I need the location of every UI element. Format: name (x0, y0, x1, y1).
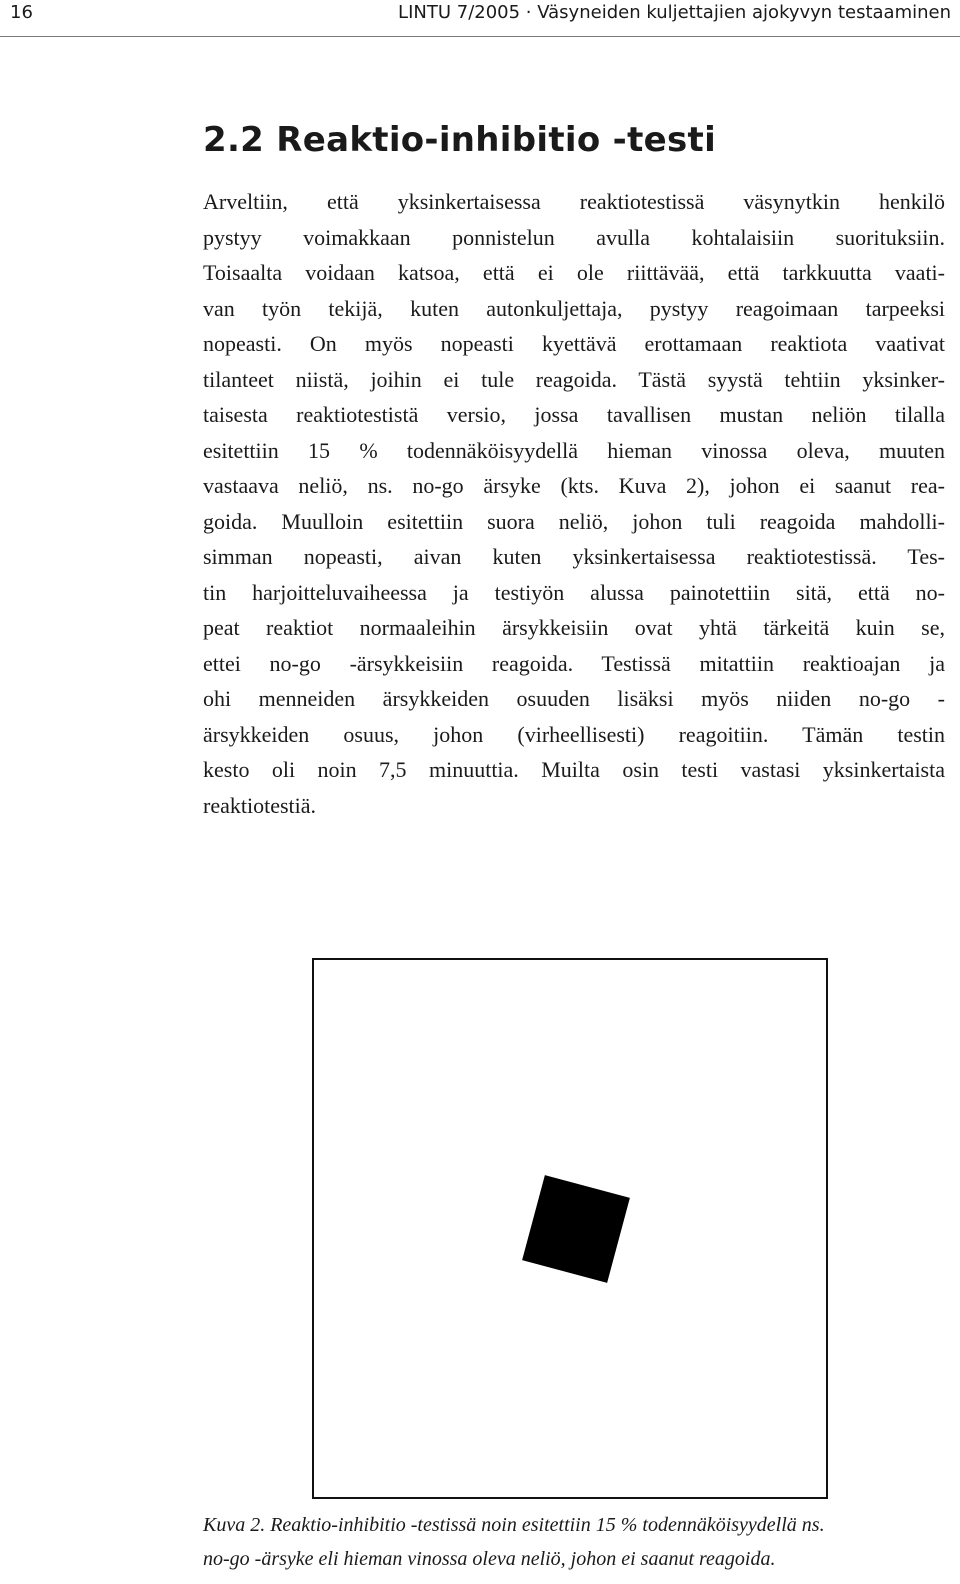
caption-line: Kuva 2. Reaktio-inhibitio -testissä noin esitettiin 15 % todennäköisyydellä ns. (203, 1514, 825, 1536)
page-number: 16 (10, 2, 33, 23)
body-paragraph (203, 184, 945, 823)
paragraph-line: tin harjoitteluvaiheessa ja testiyön alussa painotettiin sitä, että no- (203, 579, 945, 605)
paragraph-line: taisesta reaktiotestistä versio, jossa tavallisen mustan neliön tilalla (203, 402, 945, 427)
section-heading: 2.2 Reaktio-inhibitio -testi (203, 120, 717, 160)
paragraph-line: simman nopeasti, aivan kuten yksinkertaisessa reaktiotestissä. Tes- (203, 544, 945, 569)
paragraph-line: vastaava neliö, ns. no-go ärsyke (kts. Kuva 2), johon ei saanut rea- (203, 473, 945, 498)
figure-frame (312, 958, 828, 1499)
paragraph-line: ettei no-go -ärsykkeisiin reagoida. Testissä mitattiin reaktioajan ja (203, 650, 945, 676)
paragraph-line: Arveltiin, että yksinkertaisessa reaktiotestissä väsynytkin henkilö (203, 189, 945, 214)
paragraph-line: van työn tekijä, kuten autonkuljettaja, pystyy reagoimaan tarpeeksi (203, 295, 945, 321)
paragraph-line: tilanteet niistä, joihin ei tule reagoida. Tästä syystä tehtiin yksinker- (203, 366, 945, 392)
paragraph-line: Toisaalta voidaan katsoa, että ei ole riittävää, että tarkkuutta vaati- (203, 260, 945, 285)
figure-caption (203, 1508, 948, 1576)
paragraph-line: ärsykkeiden osuus, johon (virheellisesti) reagoitiin. Tämän testin (203, 721, 945, 747)
paragraph-line: peat reaktiot normaaleihin ärsykkeisiin ovat yhtä tärkeitä kuin se, (203, 615, 945, 640)
running-header-title: LINTU 7/2005 · Väsyneiden kuljettajien ajokyvyn testaaminen (398, 2, 951, 23)
caption-line: no-go -ärsyke eli hieman vinossa oleva neliö, johon ei saanut reagoida. (203, 1548, 776, 1570)
paragraph-line: reaktiotestiä. (203, 792, 317, 818)
paragraph-line: goida. Muulloin esitettiin suora neliö, johon tuli reagoida mahdolli- (203, 508, 945, 534)
paragraph-line: pystyy voimakkaan ponnistelun avulla kohtalaisiin suorituksiin. (203, 224, 945, 250)
tilted-square-stimulus (522, 1175, 630, 1283)
paragraph-line: kesto oli noin 7,5 minuuttia. Muilta osin testi vastasi yksinkertaista (203, 757, 945, 782)
paragraph-line: nopeasti. On myös nopeasti kyettävä erottamaan reaktiota vaativat (203, 331, 945, 356)
paragraph-line: esitettiin 15 % todennäköisyydellä hieman vinossa oleva, muuten (203, 437, 945, 463)
paragraph-line: ohi menneiden ärsykkeiden osuuden lisäksi myös niiden no-go - (203, 686, 945, 711)
running-header (0, 0, 960, 37)
